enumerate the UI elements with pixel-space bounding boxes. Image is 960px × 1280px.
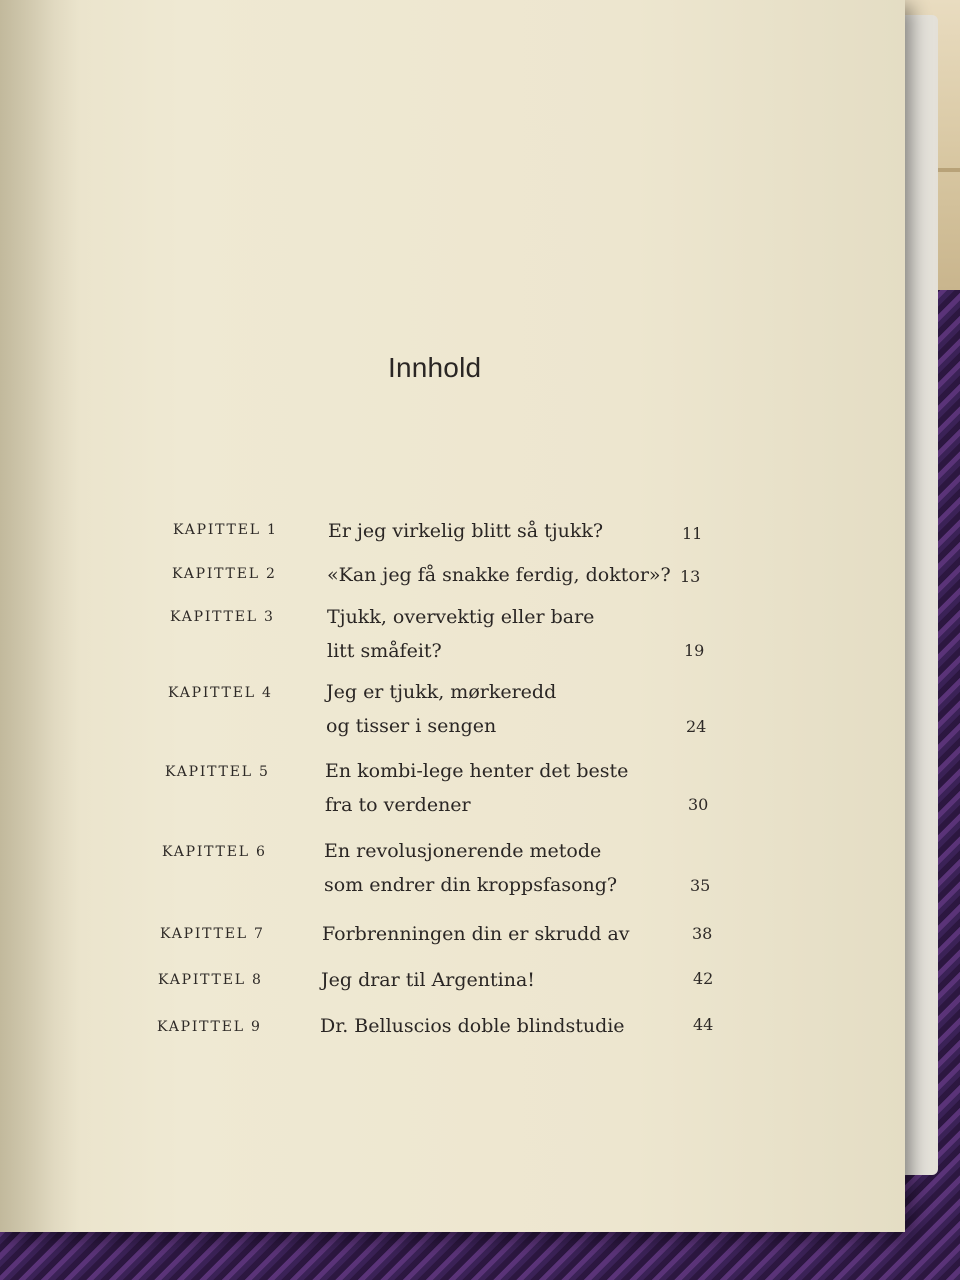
chapter-label: KAPITTEL 3: [170, 609, 275, 625]
chapter-title-line: Dr. Belluscios doble blindstudie: [320, 1015, 625, 1037]
chapter-title: [322, 917, 630, 951]
page-title: Innhold: [388, 352, 482, 383]
page-number: 11: [682, 524, 703, 543]
chapter-title-line: som endrer din kroppsfasong?: [324, 874, 618, 896]
chapter-title-line: Jeg er tjukk, mørkeredd: [326, 681, 557, 703]
chapter-title-line: Tjukk, overvektig eller bare: [327, 606, 595, 628]
page-number: 35: [690, 876, 711, 895]
chapter-label: KAPITTEL 6: [162, 844, 267, 860]
chapter-title: [327, 558, 671, 592]
chapter-title-line: litt småfeit?: [327, 640, 442, 662]
chapter-title: [320, 1009, 625, 1043]
chapter-title-line: Forbrenningen din er skrudd av: [322, 923, 630, 945]
chapter-title: [325, 754, 628, 822]
page-number: 24: [686, 717, 707, 736]
page-number: 38: [692, 924, 713, 943]
chapter-title-line: En revolusjonerende metode: [324, 840, 602, 862]
chapter-label: KAPITTEL 9: [157, 1019, 262, 1035]
chapter-title-line: «Kan jeg få snakke ferdig, doktor»?: [327, 564, 671, 586]
chapter-label: KAPITTEL 4: [168, 685, 273, 701]
chapter-label: KAPITTEL 2: [172, 566, 277, 582]
page-number: 42: [693, 969, 714, 988]
chapter-title: [326, 675, 556, 743]
chapter-title-line: Er jeg virkelig blitt så tjukk?: [328, 520, 604, 542]
page-number: 44: [693, 1015, 714, 1034]
toc-entry: [0, 836, 905, 916]
toc-entry: [0, 678, 905, 758]
chapter-title: [328, 514, 603, 548]
toc-entry: [0, 603, 905, 683]
chapter-title-line: Jeg drar til Argentina!: [321, 969, 535, 991]
chapter-label: KAPITTEL 8: [158, 972, 263, 988]
page-number: 13: [680, 567, 701, 586]
chapter-title-line: og tisser i sengen: [326, 715, 497, 737]
chapter-title: [324, 834, 617, 902]
toc-entry: [0, 756, 905, 836]
chapter-label: KAPITTEL 7: [160, 926, 265, 942]
chapter-label: KAPITTEL 1: [173, 522, 278, 538]
chapter-title-line: fra to verdener: [325, 794, 471, 816]
chapter-label: KAPITTEL 5: [165, 764, 270, 780]
chapter-title-line: En kombi-lege henter det beste: [325, 760, 629, 782]
chapter-title: [327, 600, 594, 668]
chapter-title: [321, 963, 535, 997]
page-number: 30: [688, 795, 709, 814]
toc-entry: [0, 1010, 905, 1090]
page-number: 19: [684, 641, 705, 660]
